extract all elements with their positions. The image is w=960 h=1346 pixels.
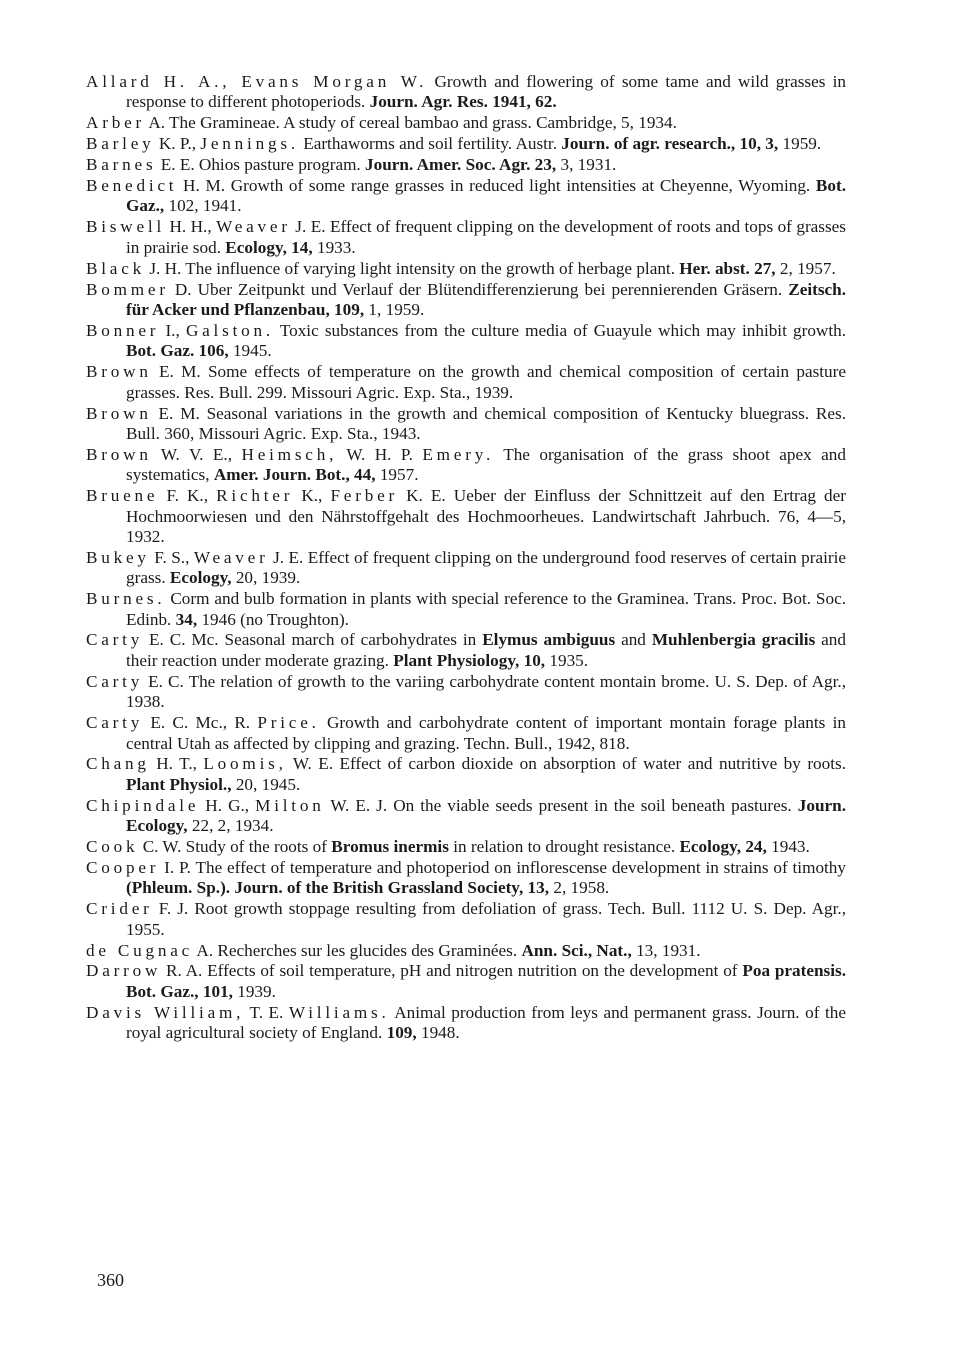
reference-text: 1957. <box>375 465 419 485</box>
reference-text: J. E. Effect of frequent clipping on the development of roots and tops of grasses in prairie sod. <box>126 217 846 257</box>
reference-text: W. V. E., <box>151 444 242 464</box>
reference-text: 1945. <box>228 341 272 361</box>
reference-entry <box>86 941 846 961</box>
reference-source: Amer. Journ. Bot., 44, <box>213 465 376 485</box>
reference-author: Ferber <box>330 486 398 506</box>
reference-source: Bot. Gaz., <box>126 176 846 216</box>
reference-source: Elymus ambiguus <box>482 630 616 650</box>
reference-source: Ann. Sci., Nat., <box>521 940 632 960</box>
reference-author: Brown <box>86 403 152 423</box>
reference-author: Brown <box>86 362 152 382</box>
reference-author: Brown <box>86 444 152 464</box>
reference-source: 34, <box>175 609 198 629</box>
reference-author: Richter <box>216 486 294 506</box>
reference-text: A. Recherches sur les glucides des Graminées. <box>193 940 522 960</box>
reference-list <box>86 72 846 1044</box>
reference-source: Bot. Gaz. 106, <box>126 341 229 361</box>
reference-author: Loomis, <box>203 754 287 774</box>
reference-author: Price. <box>257 713 320 733</box>
reference-text: F. S., <box>149 547 194 567</box>
reference-author: Bonner <box>86 320 160 340</box>
reference-entry <box>86 672 846 713</box>
reference-source: Ecology, <box>169 568 232 588</box>
reference-author: Darrow <box>86 961 162 981</box>
reference-text: 1946 (no Troughton). <box>197 609 349 629</box>
reference-source: Plant Physiol., <box>126 774 232 794</box>
reference-text: 1948. <box>416 1023 460 1043</box>
reference-text: in relation to drought resistance. <box>448 837 680 857</box>
reference-author: Bruene <box>86 486 159 506</box>
reference-text: 1943. <box>766 837 810 857</box>
reference-text: 102, 1941. <box>164 196 242 216</box>
reference-text: Toxic substances from the culture media of Guayule which may inhibit growth. <box>273 320 846 340</box>
reference-source: Journ. of agr. research., 10, 3, <box>561 134 779 154</box>
reference-author: Galston. <box>185 320 274 340</box>
reference-text: K., <box>293 486 331 506</box>
reference-text: W. E. Effect of carbon dioxide on absorption of water and nutritive by roots. <box>286 754 846 774</box>
reference-text: 22, 2, 1934. <box>187 816 274 836</box>
reference-text: 1959. <box>778 134 822 154</box>
reference-text: C. W. Study of the roots of <box>138 837 332 857</box>
reference-author: Weaver <box>216 217 291 237</box>
reference-entry <box>86 217 846 258</box>
reference-text: R. A. Effects of soil temperature, pH and nitrogen nutrition on the development of <box>161 961 743 981</box>
reference-text: W. E. J. On the viable seeds present in the soil beneath pastures. <box>324 795 798 815</box>
reference-author: Evans Morgan W. <box>241 72 428 91</box>
reference-text: I. P. The effect of temperature and photoperiod on inflorescense development in strains of timothy <box>159 857 846 877</box>
reference-text: W. H. P. <box>337 444 423 464</box>
reference-author: Arber <box>86 113 146 133</box>
reference-text: Earthaworms and soil fertility. Austr. <box>298 134 562 154</box>
reference-entry <box>86 404 846 445</box>
reference-entry <box>86 259 846 279</box>
reference-entry <box>86 796 846 837</box>
reference-text: J. E. Effect of frequent clipping on the underground food reserves of certain prairie grass. <box>126 547 846 588</box>
reference-source: (Phleum. Sp.). Journ. of the British Grassland Society, 13, <box>126 878 550 898</box>
reference-entry <box>86 589 846 630</box>
reference-entry <box>86 1003 846 1044</box>
reference-text: 20, 1945. <box>231 774 301 794</box>
reference-author: Black <box>86 258 146 278</box>
reference-author: Jennings. <box>200 134 299 154</box>
reference-text: and their reaction under moderate grazing. <box>126 630 846 670</box>
reference-author: Cook <box>86 837 139 857</box>
reference-author: Carty <box>86 713 144 733</box>
reference-text: 20, 1939. <box>231 568 301 588</box>
reference-source: Journ. Agr. Res. 1941, 62. <box>369 92 557 112</box>
reference-entry <box>86 176 846 217</box>
reference-text: A. The Gramineae. A study of cereal bambao and grass. Cambridge, 5, 1934. <box>145 113 677 133</box>
reference-text: H. M. Growth of some range grasses in reduced light intensities at Cheyenne, Wyoming. <box>177 176 816 196</box>
reference-entry <box>86 321 846 362</box>
reference-text: H. T., <box>149 754 204 774</box>
reference-text: E. C. Mc. Seasonal march of carbohydrates in <box>143 630 483 650</box>
reference-author: Burnes. <box>86 589 166 609</box>
reference-entry <box>86 113 846 133</box>
reference-text: E. E. Ohios pasture program. <box>156 155 366 175</box>
reference-author: Barnes <box>86 155 157 175</box>
reference-text: E. M. Seasonal variations in the growth and chemical composition of Kentucky bluegrass. Res. Bull. 360, Missouri Agric. Exp. Sta., 1943. <box>126 403 846 443</box>
reference-source: Her. abst. 27, <box>679 258 776 278</box>
reference-text: E. C. The relation of growth to the variing carbohydrate content montain brome. U. S. Dep. of Agr., 1938. <box>126 671 846 712</box>
reference-author: Carty <box>86 671 144 691</box>
reference-author: Bukey <box>86 547 150 567</box>
reference-entry <box>86 548 846 589</box>
reference-text: F. J. Root growth stoppage resulting from defoliation of grass. Tech. Bull. 1112 U. S. Dep. Agr., 1955. <box>126 899 846 939</box>
reference-source: Zeitsch. für Acker und Pflanzenbau, 109, <box>126 279 846 319</box>
reference-text: 1, 1959. <box>364 299 425 319</box>
reference-source: 109, <box>386 1023 417 1043</box>
reference-text: E. C. Mc., R. <box>143 713 258 733</box>
reference-text: The organisation of the grass shoot apex and systematics, <box>126 444 846 485</box>
reference-text: H. G., <box>199 795 256 815</box>
reference-author: Benedict <box>86 176 178 196</box>
reference-source: Bromus inermis <box>331 837 449 857</box>
page-number: 360 <box>97 1270 124 1290</box>
reference-text: 1935. <box>545 650 589 670</box>
reference-text: 1939. <box>232 981 276 1001</box>
reference-author: Barley <box>86 134 155 154</box>
reference-text: J. H. The influence of varying light intensity on the growth of herbage plant. <box>145 258 680 278</box>
reference-source: Ecology, 24, <box>679 837 767 857</box>
reference-text: Growth and flowering of some tame and wild grasses in response to different photoperiods. <box>126 72 847 112</box>
reference-text: 13, 1931. <box>631 940 701 960</box>
reference-entry <box>86 713 846 754</box>
reference-author: Cooper <box>86 857 160 877</box>
reference-author: de Cugnac <box>86 940 194 960</box>
reference-text: F. K., <box>158 486 217 506</box>
reference-text: E. M. Some effects of temperature on the growth and chemical composition of certain pasture grasses. Res. Bull. 299. Missouri Agric. Exp. Sta., 1939. <box>126 362 846 402</box>
reference-entry <box>86 486 846 547</box>
reference-entry <box>86 134 846 154</box>
reference-text: 2, 1957. <box>775 258 836 278</box>
reference-text: 3, 1931. <box>556 155 617 175</box>
reference-entry <box>86 362 846 403</box>
reference-text: H. H., <box>165 217 217 237</box>
reference-text: Animal production from leys and permanent grass. Journ. of the royal agricultural society of England. <box>126 1002 846 1043</box>
reference-author: Crider <box>86 899 153 919</box>
reference-entry <box>86 899 846 940</box>
reference-entry <box>86 72 846 113</box>
reference-author: Biswell <box>86 217 166 237</box>
reference-author: Carty <box>86 630 144 650</box>
reference-text: K. P., <box>154 134 201 154</box>
reference-text: Growth and carbohydrate content of important montain forage plants in central Utah as affected by clipping and grazing. Techn. Bull., 1942, 818. <box>126 713 846 753</box>
reference-entry <box>86 630 846 671</box>
reference-entry <box>86 754 846 795</box>
reference-author: Weaver <box>193 547 269 567</box>
reference-source: Journ. Amer. Soc. Agr. 23, <box>365 155 557 175</box>
reference-text: K. E. Ueber der Einfluss der Schnittzeit auf den Ertrag der Hochmoorwiesen und den Nährstoffgehalt des Hochmoorheues. Landwirtschaft Jahrbuch. 76, 4—5, 1932. <box>126 486 846 546</box>
reference-author: Williams. <box>288 1002 390 1022</box>
reference-author: Heimsch, <box>241 444 338 464</box>
reference-text: 2, 1958. <box>549 878 610 898</box>
reference-source: Journ. Ecology, <box>126 795 847 836</box>
reference-text: D. Uber Zeitpunkt und Verlauf der Blütendifferenzierung bei perennierenden Gräsern. <box>168 279 789 299</box>
reference-entry <box>86 445 846 486</box>
reference-entry <box>86 837 846 857</box>
reference-entry <box>86 858 846 899</box>
reference-text: T. E. <box>244 1002 289 1022</box>
reference-author: Milton <box>255 795 325 815</box>
reference-text: and <box>615 630 652 650</box>
reference-text: I., <box>159 320 186 340</box>
reference-source: Muhlenbergia gracilis <box>651 630 816 650</box>
reference-author: Allard H. A., <box>86 72 242 91</box>
reference-source: Poa pratensis. Bot. Gaz., 101, <box>126 961 846 1001</box>
reference-source: Ecology, 14, <box>225 237 313 257</box>
reference-author: Bommer <box>86 279 169 299</box>
reference-source: Plant Physiology, 10, <box>393 650 546 670</box>
reference-author: Chipindale <box>86 795 200 815</box>
reference-author: Emery. <box>422 444 495 464</box>
reference-author: Davis William, <box>86 1002 245 1022</box>
reference-entry <box>86 961 846 1002</box>
reference-text: Corm and bulb formation in plants with special reference to the Graminea. Trans. Proc. Bot. Soc. Edinb. <box>126 589 846 629</box>
reference-entry <box>86 280 846 321</box>
reference-text: 1933. <box>312 237 356 257</box>
reference-author: Chang <box>86 754 150 774</box>
reference-entry <box>86 155 846 175</box>
